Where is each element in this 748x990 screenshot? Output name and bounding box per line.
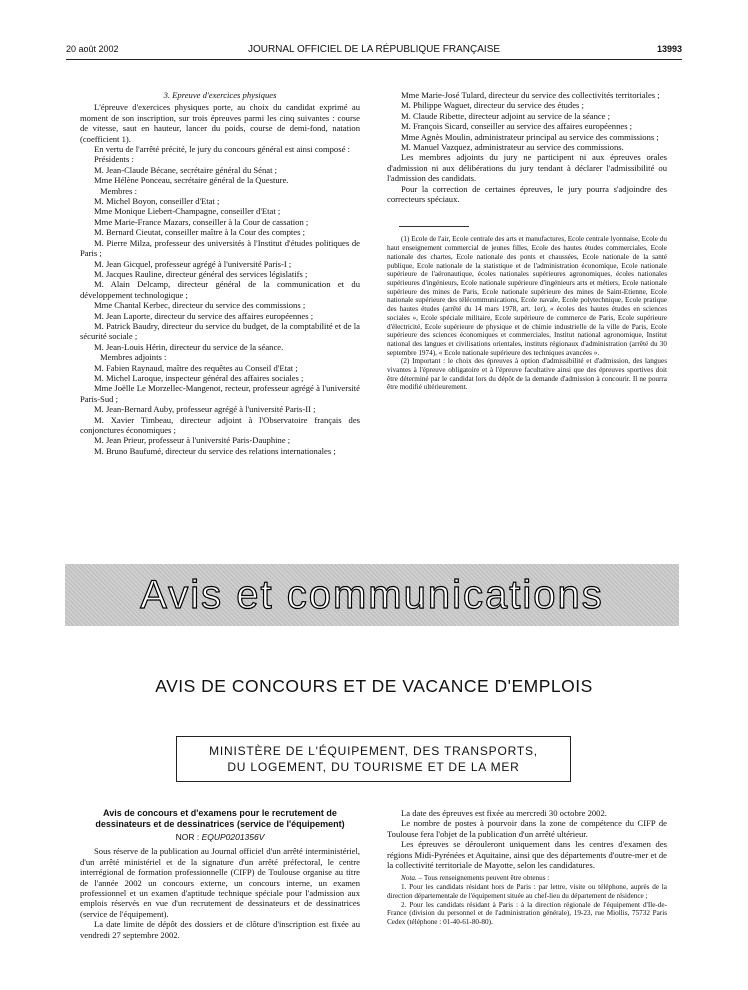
list-item: M. Patrick Baudry, directeur du service du budget, de la comptabilité et de la sécurité sociale ;: [80, 320, 360, 342]
list-item: M. Michel Boyon, conseiller d'Etat ;: [94, 196, 220, 207]
section-banner: [65, 564, 679, 626]
article-paragraph: La date des épreuves est fixée au mercredi 30 octobre 2002.: [401, 808, 607, 818]
list-item: M. Jean Prieur, professeur à l'université Paris-Dauphine ;: [94, 435, 291, 446]
correcteurs-note: Pour la correction de certaines épreuves, le jury pourra s'adjoindre des correcteurs spéciaux.: [387, 183, 667, 205]
article-left-column: [80, 808, 360, 940]
continued-list: [387, 90, 667, 152]
article-title: Avis de concours et d'examens pour le recrutement de dessinateurs et de dessinatrices (service de l'équipement): [95, 808, 345, 829]
ministry-line-1: MINISTÈRE DE L'ÉQUIPEMENT, DES TRANSPORTS,: [209, 744, 538, 758]
list-item: M. Jean Gicquel, professeur agrégé à l'université Paris-I ;: [94, 258, 292, 269]
list-item: Mme Monique Liebert-Champagne, conseiller d'Etat ;: [94, 206, 281, 217]
info-item: 1. Pour les candidats résidant hors de Paris : par lettre, visite ou téléphone, auprès de la direction départementale de l'équipement située au chef-lieu du département de résidence ;: [387, 883, 667, 900]
nor-reference: [80, 832, 360, 842]
journal-title: JOURNAL OFFICIEL DE LA RÉPUBLIQUE FRANÇAISE: [247, 44, 501, 55]
footnote-2: (2) Important : le choix des épreuves à option d'admissibilité et d'admission, des langues vivantes à l'épreuve obligatoire et à l'épreuve facultative ainsi que des épreuves sportives doit être déterminé par le candidat lors du dépôt de la demande d'admission à concourir. Il ne pourra être modifié ultérieurement.: [387, 357, 667, 392]
page-number: 13993: [656, 44, 682, 54]
list-item: M. Jean Laporte, directeur du service des affaires européennes ;: [94, 310, 314, 321]
list-item: M. Jean-Claude Bécane, secrétaire général du Sénat ;: [94, 164, 278, 175]
list-item: M. Xavier Timbeau, directeur adjoint à l'Observatoire français des conjonctures économiques ;: [80, 414, 360, 435]
list-item: M. Philippe Waguet, directeur du service des études ;: [401, 100, 584, 111]
list-item: M. Bernard Cieutat, conseiller maître à la Cour des comptes ;: [94, 227, 305, 238]
list-item: Mme Agnès Moulin, administrateur principal au service des commissions ;: [401, 131, 659, 142]
article-paragraph: Sous réserve de la publication au Journal officiel d'un arrêté interministériel, d'un arrêté ministériel et de la signature d'un arrêté préfectoral, le centre interrégional de formation professionnelle (CIFP) de Toulouse organise au titre de l'année 2002 un concours externe, un concours interne, un examen professionnel et un examen d'aptitude technique spéciale pour l'admission aux emplois réservés en vue d'un recrutement de dessinateurs et de dessinatrices (service de l'équipement).: [80, 846, 360, 919]
list-item: M. Manuel Vazquez, administrateur au service des commissions.: [401, 142, 624, 153]
issue-date: 20 août 2002: [66, 44, 119, 54]
article-paragraph: La date limite de dépôt des dossiers et de clôture d'inscription est fixée au vendredi 27 septembre 2002.: [80, 919, 360, 940]
info-item: 2. Pour les candidats résidant à Paris : à la direction régionale de l'équipement d'Ile-de-France (division du personnel et de l'administration générale), 19-23, rue Miollis, 75732 Paris Cedex (téléphone : 01-40-61-80-80).: [387, 900, 667, 926]
left-column: [80, 90, 360, 456]
list-item: M. François Sicard, conseiller au service des affaires européennes ;: [401, 121, 633, 132]
article-paragraph: Les épreuves se dérouleront uniquement dans les centres d'examen des régions Midi-Pyrénées et Aquitaine, ainsi que des départements d'outre-mer et de la collectivité territoriale de Mayotte, selon les candidatures.: [387, 839, 667, 871]
list-item: Mme Marie-France Mazars, conseiller à la Cour de cassation ;: [94, 216, 309, 227]
intro-paragraph: L'épreuve d'exercices physiques porte, au choix du candidat exprimé au moment de son inscription, sur trois épreuves parmi les cinq suivantes : course de vitesse, saut en hauteur, lancer du poids, course de demi-fond, natation (coefficient 1).: [80, 102, 360, 144]
adjoints-list: [80, 363, 360, 457]
page-header: [66, 44, 682, 58]
footnote-rule: [399, 226, 469, 227]
presidents-label: Présidents :: [94, 154, 134, 165]
nota-label: Nota.: [401, 874, 417, 883]
right-column: [387, 90, 667, 392]
membres-label: Membres :: [100, 185, 137, 196]
adjoints-label: Membres adjoints :: [100, 352, 167, 363]
list-item: Mme Chantal Kerbec, directeur du service des commissions ;: [94, 300, 306, 311]
article-right-column: [387, 808, 667, 927]
ministry-box: [176, 736, 571, 782]
nota-line: [387, 874, 667, 883]
presidents-list: [80, 165, 360, 186]
list-item: M. Alain Delcamp, directeur général de la communication et du développement technologique ;: [80, 279, 360, 300]
ministry-line-2: DU LOGEMENT, DU TOURISME ET DE LA MER: [227, 760, 520, 774]
list-item: Mme Joëlle Le Morzellec-Mangenot, recteur, professeur agrégé à l'université Paris-Sud ;: [80, 383, 360, 404]
footnote-1: (1) Ecole de l'air, Ecole centrale des arts et manufactures, Ecole centrale lyonnaise, Ecole du haut enseignement commercial de jeunes filles, Ecole des hautes études commerciales, Ecole nationale des chartes, Ecole nationale des ponts et chaussées, Ecole nationale de la santé publique, Ecole nationale de la statistique et de l'administration économique, Ecole nationale supérieure de l'aéronautique, écoles nationales supérieures agronomiques, écoles nationales supérieures d'ingénieurs, Ecole nationale supérieure d'ingénieurs arts et métiers, Ecole nationale supérieure des mines de Paris, Ecole nationale supérieure des mines de Saint-Etienne, Ecole nationale supérieure des télécommunications, Ecole navale, Ecole polytechnique, Ecole pratique des hautes études (arrêté du 14 mars 1978, art. 1er), « écoles des hautes études en sciences sociales », Ecole spéciale militaire, Ecole supérieure de commerce de Paris, Ecole supérieure d'électricité, Ecole supérieure de physique et de chimie industrielle de la ville de Paris, Ecole supérieure des sciences économiques et commerciales, Institut national agronomique, Institut national des langues et civilisations orientales, instituts régionaux d'administration (arrêté du 30 septembre 1974), « Ecole nationale supérieure des techniques avancées ».: [387, 235, 667, 357]
list-item: M. Pierre Milza, professeur des universités à l'Institut d'études politiques de Paris ;: [80, 237, 360, 259]
list-item: M. Fabien Raynaud, maître des requêtes au Conseil d'Etat ;: [94, 362, 298, 373]
list-item: Mme Marie-José Tulard, directeur du service des collectivités territoriales ;: [401, 90, 660, 100]
header-rule: [66, 59, 682, 60]
list-item: M. Jean-Louis Hérin, directeur du service de la séance.: [94, 341, 284, 352]
subheading: 3. Epreuve d'exercices physiques: [163, 90, 277, 100]
nor-code: EQUP0201356V: [201, 832, 265, 842]
list-item: M. Michel Laroque, inspecteur général des affaires sociales ;: [94, 372, 304, 383]
section-title: AVIS DE CONCOURS ET DE VACANCE D'EMPLOIS: [155, 676, 593, 696]
banner-title: Avis et communications: [140, 572, 604, 617]
list-item: M. Bruno Baufumé, directeur du service des relations internationales ;: [94, 445, 336, 456]
jury-intro: En vertu de l'arrêté précité, le jury du concours général est ainsi composé :: [94, 144, 350, 155]
list-item: M. Jacques Rauline, directeur général des services législatifs ;: [94, 268, 308, 279]
nor-label: NOR :: [175, 832, 200, 842]
list-item: M. Jean-Bernard Auby, professeur agrégé à l'université Paris-II ;: [94, 404, 316, 415]
list-item: Mme Hélène Ponceau, secrétaire général de la Questure.: [94, 175, 289, 186]
nota-text: – Tous renseignements peuvent être obtenus :: [416, 874, 550, 883]
list-item: M. Claude Ribette, directeur adjoint au service de la séance ;: [401, 110, 611, 121]
article-paragraph: Le nombre de postes à pourvoir dans la zone de compétence du CIFP de Toulouse fera l'objet de la publication d'un arrêté ultérieur.: [387, 818, 667, 839]
membres-list: [80, 196, 360, 352]
adjoint-note: Les membres adjoints du jury ne participent ni aux épreuves orales d'admission ni aux délibérations du jury tendant à déclarer l'admissibilité ou l'admission des candidats.: [387, 152, 667, 184]
